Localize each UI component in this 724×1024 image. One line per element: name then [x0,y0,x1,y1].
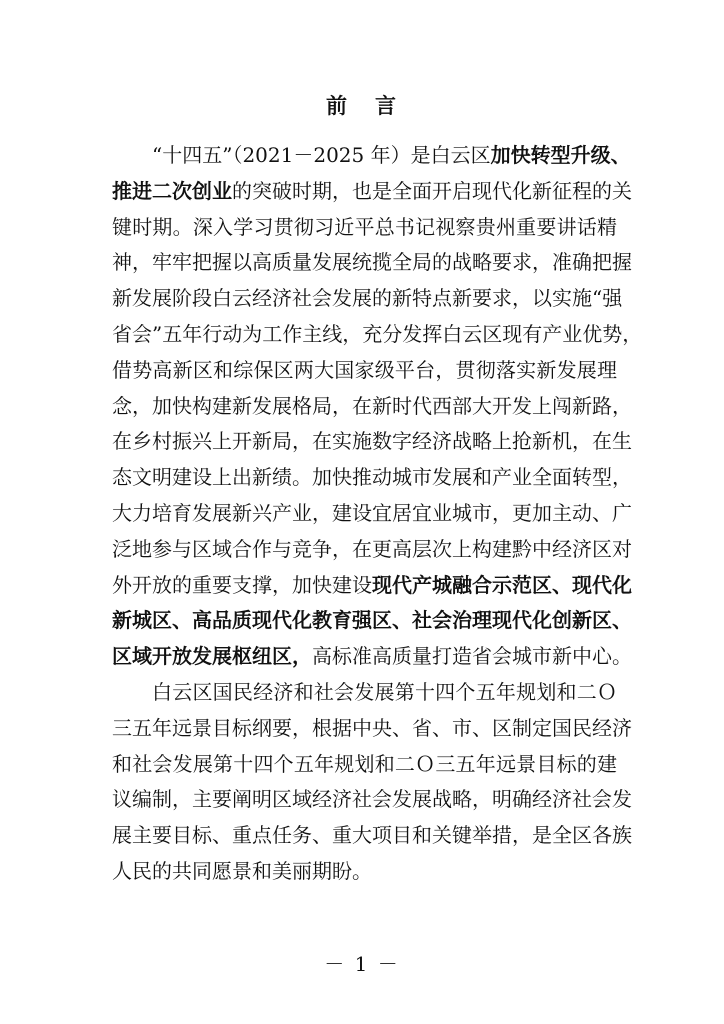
text-run: “十四五”（2021－2025 年）是白云区 [152,143,491,167]
paragraph-1-line-4: 神，牢牢把握以高质量发展统揽全局的战略要求，准确把握 [112,250,632,275]
text-run: 高标准高质量打造省会城市新中心。 [312,644,632,669]
paragraph-2-line-2: 三五年远景目标纲要，根据中央、省、市、区制定国民经济 [112,715,632,740]
paragraph-2-line-4: 议编制，主要阐明区域经济社会发展战略，明确经济社会发 [112,787,632,812]
bold-text-run: 推进二次创业 [112,178,232,203]
paragraph-1-line-12: 泛地参与区域合作与竞争，在更高层次上构建黔中经济区对 [112,536,632,561]
paragraph-1-line-2 [112,174,632,210]
paragraph-1-line-5: 新发展阶段白云经济社会发展的新特点新要求，以实施“强 [112,286,623,311]
paragraph-2-line-6: 人民的共同愿景和美丽期盼。 [112,858,372,883]
text-run: 的突破时期，也是全面开启现代化新征程的关 [232,178,632,203]
bold-text-run: 现代产城融合示范区、现代化 [372,572,632,597]
paragraph-2-line-5: 展主要目标、重点任务、重大项目和关键举措，是全区各族 [112,823,632,848]
title-char-2: 言 [375,94,398,118]
document-body [112,138,643,890]
text-run: 外开放的重要支撑，加快建设 [112,572,372,597]
paragraph-1-line-8: 念，加快构建新发展格局，在新时代西部大开发上闯新路， [112,393,632,418]
paragraph-1-line-7: 借势高新区和综保区两大国家级平台，贯彻落实新发展理 [112,357,617,382]
paragraph-1-line-14: 新城区、高品质现代化教育强区、社会治理现代化创新区、 [112,608,632,633]
paragraph-1-line-11: 大力培育发展新兴产业，建设宜居宜业城市，更加主动、广 [112,500,632,525]
paragraph-1-line-13 [112,568,632,604]
paragraph-1-line-10: 态文明建设上出新绩。加快推动城市发展和产业全面转型， [112,465,632,490]
page-title [0,92,724,120]
paragraph-2-line-1: 白云区国民经济和社会发展第十四个五年规划和二Ｏ [152,679,617,704]
bold-text-run: 加快转型升级、 [490,143,631,167]
paragraph-1-line-6: 省会”五年行动为工作主线，充分发挥白云区现有产业优势， [112,321,643,346]
paragraph-1-line-3: 键时期。深入学习贯彻习近平总书记视察贵州重要讲话精 [112,214,617,239]
paragraph-1-line-15 [112,639,632,675]
title-char-1: 前 [326,94,349,118]
bold-text-run: 区域开放发展枢纽区， [112,644,312,669]
page-number: － 1 － [324,952,400,976]
paragraph-2-line-3: 和社会发展第十四个五年规划和二Ｏ三五年远景目标的建 [112,751,617,776]
paragraph-1-line-9: 在乡村振兴上开新局，在实施数字经济战略上抢新机，在生 [112,429,632,454]
paragraph-1-line-1 [112,138,631,174]
